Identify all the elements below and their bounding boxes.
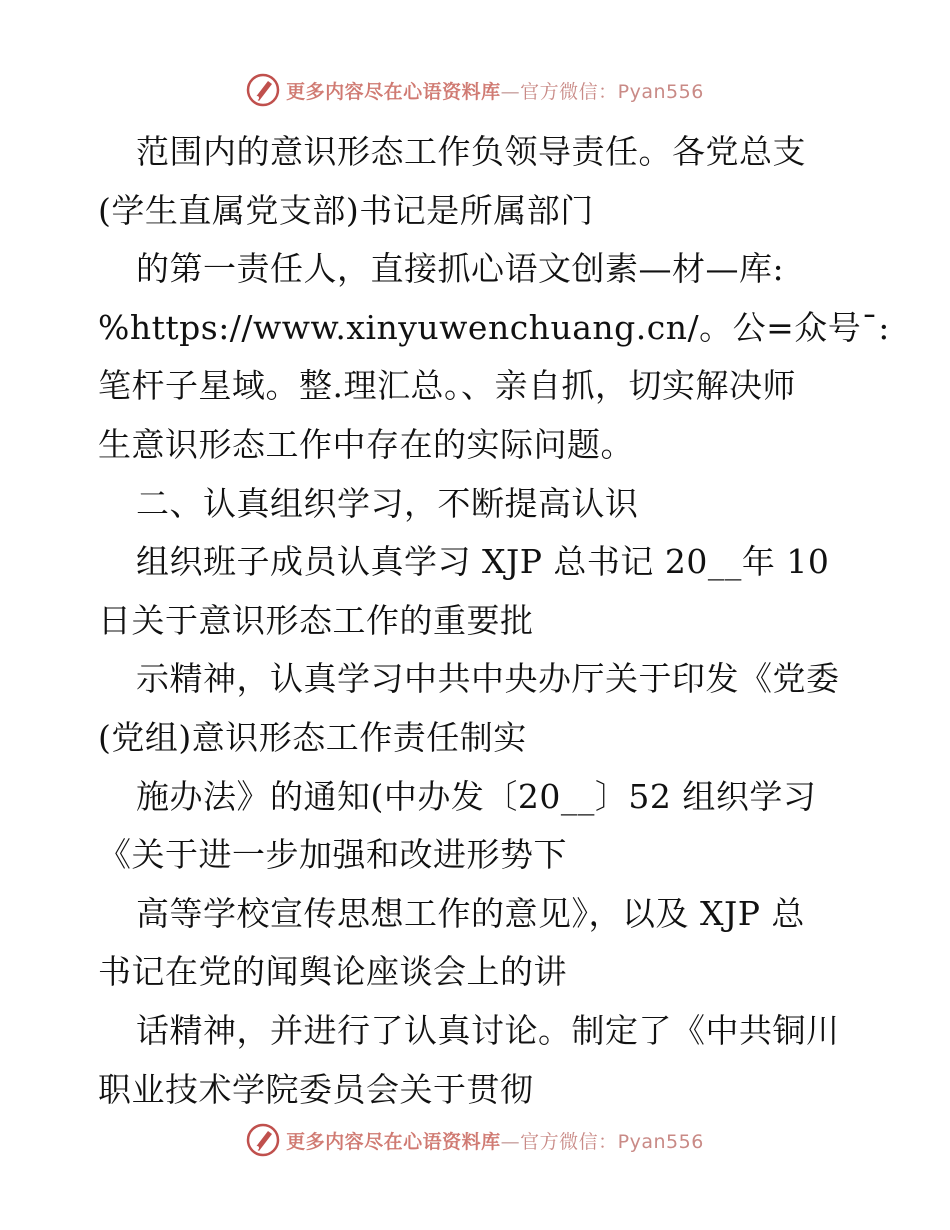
text-line: (学生直属党支部)书记是所属部门 bbox=[98, 190, 594, 230]
text-line: 高等学校宣传思想工作的意见》，以及 XJP 总 bbox=[136, 893, 805, 933]
footer-watermark-text: 更多内容尽在心语资料库—官方微信：Pyan556 bbox=[286, 1130, 704, 1153]
text-line: 《关于进一步加强和改进形势下 bbox=[98, 835, 567, 875]
footer-watermark bbox=[0, 1120, 950, 1160]
text-line: 示精神，认真学习中共中央办厅关于印发《党委 bbox=[136, 659, 840, 699]
text-line: 的第一责任人，直接抓心语文创素—材—库: bbox=[136, 249, 785, 289]
document-body bbox=[98, 123, 890, 1119]
text-line: 书记在党的闻舆论座谈会上的讲 bbox=[98, 952, 567, 992]
pen-logo-icon bbox=[246, 73, 280, 107]
text-line: 范围内的意识形态工作负领导责任。各党总支 bbox=[136, 132, 806, 171]
pen-logo-icon bbox=[246, 1123, 280, 1157]
text-line: %https://www.xinyuwenchuang.cn/。公=众号¯: bbox=[98, 307, 890, 347]
text-line: 组织班子成员认真学习 XJP 总书记 20__年 10 bbox=[136, 542, 830, 582]
header-watermark-text: 更多内容尽在心语资料库—官方微信：Pyan556 bbox=[286, 80, 704, 103]
section-heading: 二、认真组织学习，不断提高认识 bbox=[136, 483, 639, 523]
text-line: 生意识形态工作中存在的实际问题。 bbox=[98, 424, 634, 464]
text-line: 笔杆子星域。整.理汇总。、亲自抓，切实解决师 bbox=[98, 366, 796, 406]
text-line: 话精神，并进行了认真讨论。制定了《中共铜川 bbox=[136, 1010, 840, 1050]
text-line: 日关于意识形态工作的重要批 bbox=[98, 600, 534, 640]
text-line: 职业技术学院委员会关于贯彻 bbox=[98, 1069, 534, 1109]
text-line: (党组)意识形态工作责任制实 bbox=[98, 717, 527, 757]
header-watermark bbox=[0, 70, 950, 110]
text-line: 施办法》的通知(中办发〔20__〕52 组织学习 bbox=[136, 776, 817, 816]
